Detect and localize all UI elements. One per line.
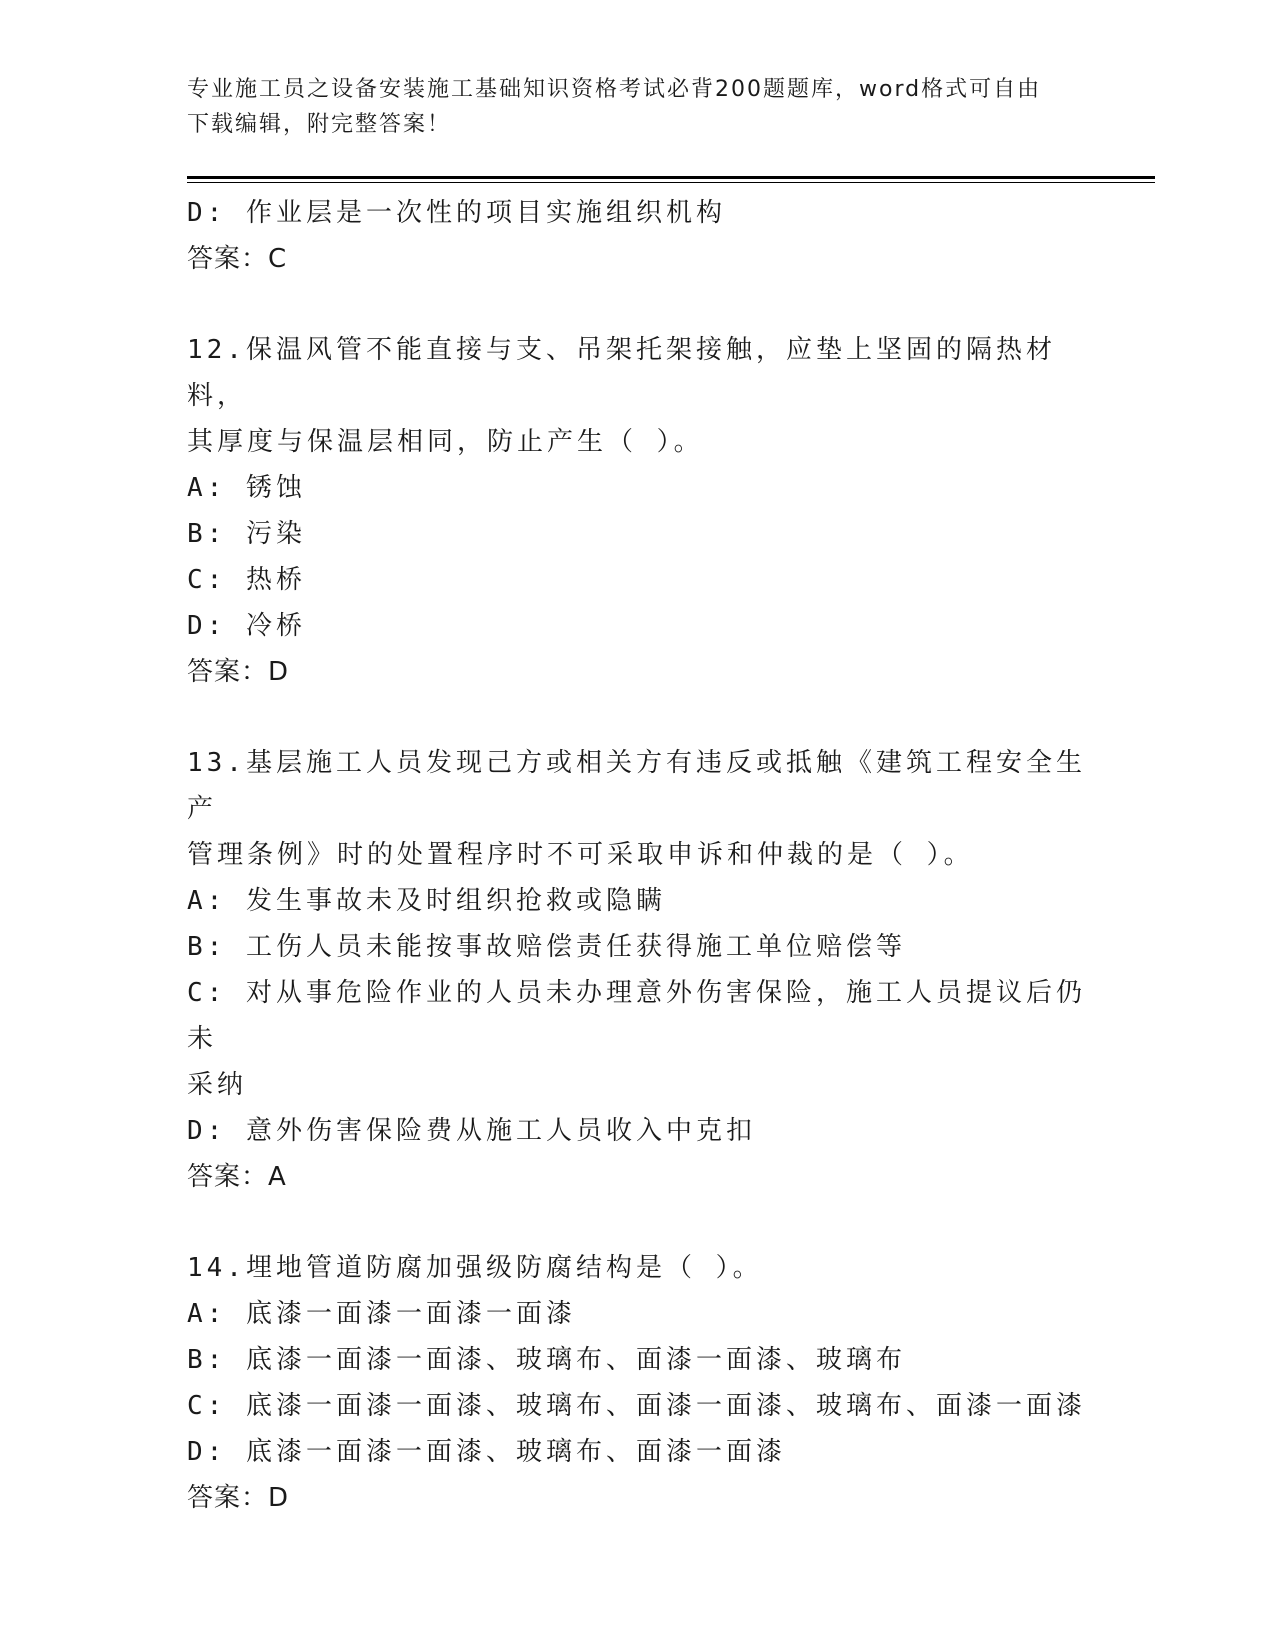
- option-b: B: 底漆一面漆一面漆、玻璃布、面漆一面漆、玻璃布: [187, 1345, 906, 1375]
- option-c: C: 热桥: [187, 565, 306, 595]
- answer-label: 答案：D: [187, 1483, 290, 1513]
- answer-label: 答案：D: [187, 657, 290, 687]
- question-stem-continued: 管理条例》时的处置程序时不可采取申诉和仲裁的是（ ）。: [187, 840, 974, 870]
- question-stem: 14.埋地管道防腐加强级防腐结构是（ ）。: [187, 1253, 763, 1283]
- option-d: D: 底漆一面漆一面漆、玻璃布、面漆一面漆: [187, 1437, 786, 1467]
- question-block-14: [187, 1245, 1087, 1521]
- option-d: D: 意外伤害保险费从施工人员收入中克扣: [187, 1116, 756, 1146]
- document-header: [187, 72, 1087, 142]
- header-divider-thick: [187, 176, 1155, 179]
- question-block-12: [187, 327, 1087, 695]
- question-block-13: [187, 740, 1087, 1200]
- header-line-2: 下载编辑，附完整答案！: [187, 112, 452, 137]
- option-a: A: 底漆一面漆一面漆一面漆: [187, 1299, 576, 1329]
- question-list: [187, 190, 1087, 1521]
- option-d: D: 作业层是一次性的项目实施组织机构: [187, 198, 726, 228]
- option-d: D: 冷桥: [187, 611, 306, 641]
- option-a: A: 锈蚀: [187, 473, 306, 503]
- answer-label: 答案：C: [187, 244, 288, 274]
- option-b: B: 污染: [187, 519, 306, 549]
- question-stem-continued: 其厚度与保温层相同，防止产生（ ）。: [187, 427, 704, 457]
- question-stem: 12.保温风管不能直接与支、吊架托架接触，应垫上坚固的隔热材料，: [187, 335, 1056, 411]
- option-c-continued: 采纳: [187, 1070, 248, 1100]
- option-a: A: 发生事故未及时组织抢救或隐瞒: [187, 886, 666, 916]
- header-line-1: 专业施工员之设备安装施工基础知识资格考试必背200题题库，word格式可自由: [187, 77, 1042, 102]
- option-c: C: 对从事危险作业的人员未办理意外伤害保险，施工人员提议后仍未: [187, 978, 1086, 1054]
- header-divider-thin: [187, 182, 1155, 183]
- option-b: B: 工伤人员未能按事故赔偿责任获得施工单位赔偿等: [187, 932, 906, 962]
- answer-label: 答案：A: [187, 1162, 287, 1192]
- option-c: C: 底漆一面漆一面漆、玻璃布、面漆一面漆、玻璃布、面漆一面漆: [187, 1391, 1086, 1421]
- question-block-previous: [187, 190, 1087, 282]
- question-stem: 13.基层施工人员发现己方或相关方有违反或抵触《建筑工程安全生产: [187, 748, 1086, 824]
